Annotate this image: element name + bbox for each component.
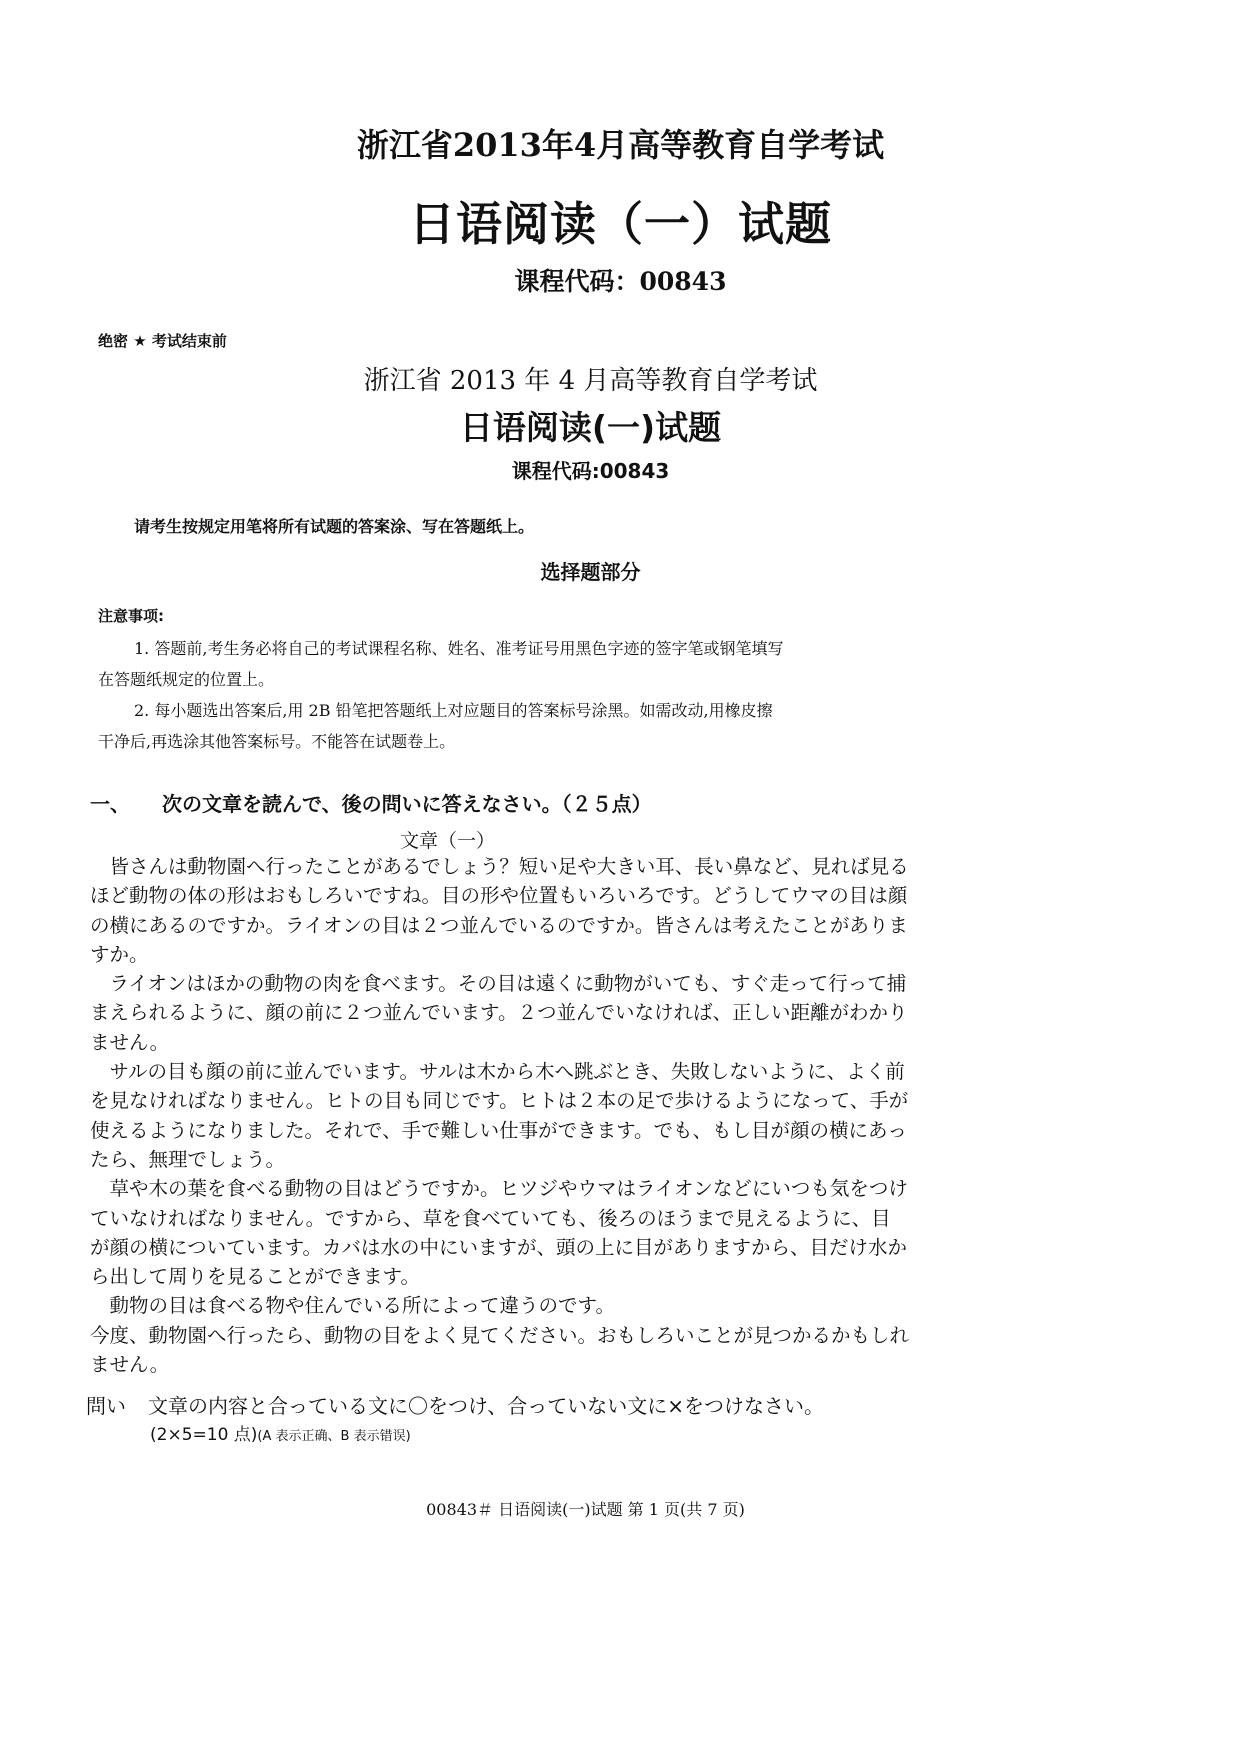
top-subject-title: 日语阅读（一）试题 bbox=[409, 197, 832, 251]
passage-title: 文章（一） bbox=[400, 830, 496, 852]
question-heading bbox=[90, 788, 652, 817]
exam-course-code: 课程代码:00843 bbox=[511, 459, 670, 483]
passage-paragraph: サルの目も顔の前に並んでいます。サルは木から木へ跳ぶとき、失敗しないように、よく前を見なければなりません。ヒトの目も同じです。ヒトは２本の足で歩けるようになって、手が使えるようになりました。それで、手で難しい仕事ができます。でも、もし目が顔の横にあったら、無理でしょう。 bbox=[90, 1060, 909, 1171]
exam-title: 浙江省 2013 年 4 月高等教育自学考试 bbox=[363, 366, 818, 396]
passage-paragraph: 皆さんは動物園へ行ったことがあるでしょう？短い足や大きい耳、長い鼻など、見れば見るほど動物の体の形はおもしろいですね。目の形や位置もいろいろです。どうしてウマの目は顔の横にあるのですか。ライオンの目は２つ並んでいるのですか。皆さんは考えたことがありますか。 bbox=[90, 855, 909, 966]
page-footer: 00843＃ 日语阅读(一)试题 第 1 页(共 7 页) bbox=[426, 1500, 745, 1519]
question-number: 一、 bbox=[90, 792, 130, 816]
question-points bbox=[150, 1420, 411, 1445]
exam-instruction: 请考生按规定用笔将所有试题的答案涂、写在答题纸上。 bbox=[134, 517, 535, 536]
question-prompt-text: 文章の内容と合っている文に〇をつけ、合っていない文に×をつけなさい。 bbox=[148, 1394, 824, 1418]
points-text: (2×5=10 点) bbox=[150, 1425, 258, 1445]
part-title: 选择题部分 bbox=[540, 560, 641, 584]
passage-paragraph: ライオンはほかの動物の肉を食べます。その目は遠くに動物がいても、すぐ走って行って捕まえられるように、顔の前に２つ並んでいます。２つ並んでいなければ、正しい距離がわかりません。 bbox=[90, 972, 908, 1054]
passage-paragraph: 草や木の葉を食べる動物の目はどうですか。ヒツジやウマはライオンなどにいつも気をつけていなければなりません。ですから、草を食べていても、後ろのほうまで見えるように、目が顔の横についています。カバは水の中にいますが、頭の上に目がありますから、目だけ水から出して周りを見ることができます。 bbox=[90, 1177, 908, 1289]
answer-key-note: (A 表示正确、B 表示错误) bbox=[257, 1429, 411, 1444]
note-line: 在答题纸规定的位置上。 bbox=[98, 670, 275, 689]
question-prompt-label: 問い bbox=[86, 1394, 126, 1418]
exam-subject-title: 日语阅读(一)试题 bbox=[459, 408, 722, 447]
note-line: 1. 答题前,考生务必将自己的考试课程名称、姓名、准考证号用黑色字迹的签字笔或钢笔填写 bbox=[134, 639, 784, 658]
note-line: 2. 每小题选出答案后,用 2B 铅笔把答题纸上对应题目的答案标号涂黑。如需改动,用橡皮擦 bbox=[134, 701, 773, 720]
question-prompt bbox=[86, 1390, 824, 1419]
passage-paragraph: 動物の目は食べる物や住んでいる所によって違うのです。 bbox=[90, 1294, 615, 1318]
top-title: 浙江省2013年4月高等教育自学考试 bbox=[356, 126, 885, 164]
top-course-code: 课程代码：00843 bbox=[514, 267, 727, 296]
question-instruction: 次の文章を読んで、後の問いに答えなさい。（２５点） bbox=[162, 792, 652, 816]
passage-paragraph: 今度、動物園へ行ったら、動物の目をよく見てください。おもしろいことが見つかるかもしれません。 bbox=[90, 1323, 910, 1377]
passage bbox=[90, 852, 910, 1379]
notice-title: 注意事项: bbox=[98, 607, 164, 625]
note-line: 干净后,再选涂其他答案标号。不能答在试题卷上。 bbox=[98, 732, 456, 751]
secret-mark: 绝密 ★ 考试结束前 bbox=[98, 332, 227, 350]
